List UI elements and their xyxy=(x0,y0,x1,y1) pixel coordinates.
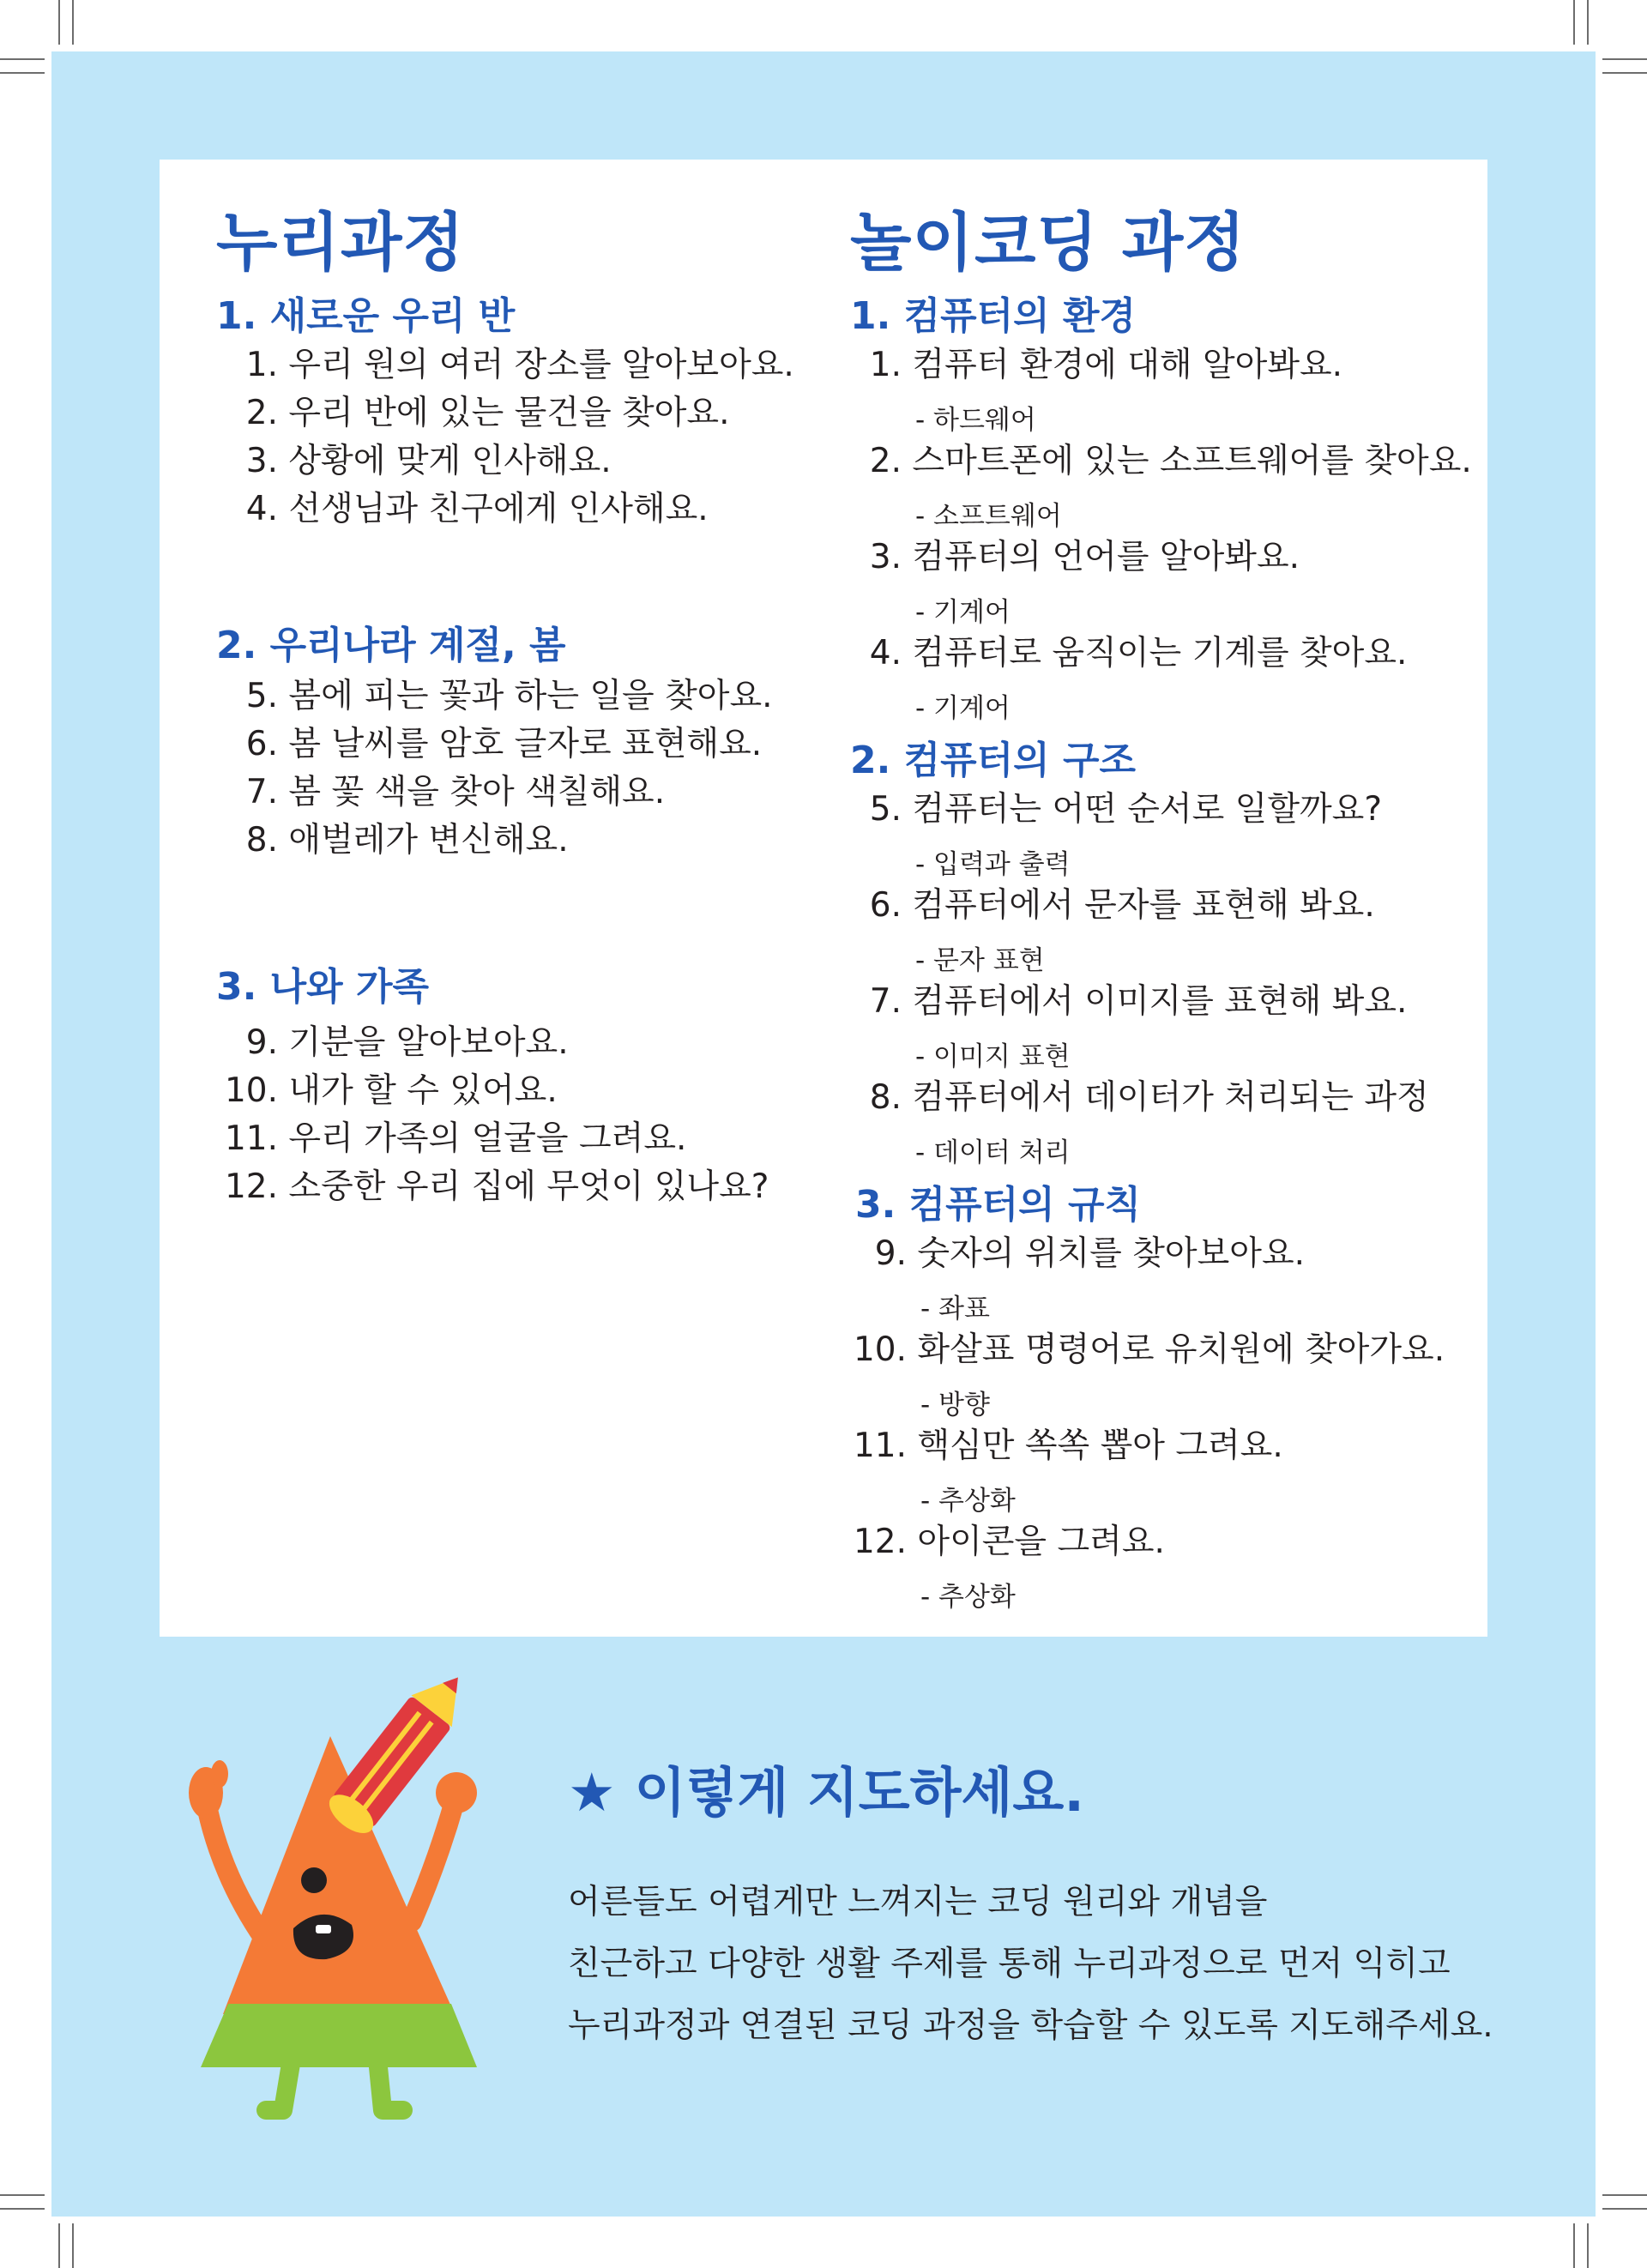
coding-item-sub: - 입력과 출력 xyxy=(915,849,1071,880)
nuri-item: 11. 우리 가족의 얼굴을 그려요. xyxy=(224,1119,687,1158)
coding-item-sub: - 이미지 표현 xyxy=(915,1041,1071,1072)
coding-item: 4. 컴퓨터로 움직이는 기계를 찾아요. xyxy=(869,634,1408,673)
guide-line: 어른들도 어렵게만 느껴지는 코딩 원리와 개념을 xyxy=(568,1883,1268,1921)
nuri-item: 9. 기분을 알아보아요. xyxy=(245,1023,569,1062)
coding-item-sub: - 소프트웨어 xyxy=(915,501,1062,532)
coding-item-sub: - 추상화 xyxy=(920,1582,1016,1613)
coding-item: 5. 컴퓨터는 어떤 순서로 일할까요? xyxy=(869,790,1383,829)
coding-item: 9. 숫자의 위치를 찾아보아요. xyxy=(874,1234,1306,1273)
nuri-item: 10. 내가 할 수 있어요. xyxy=(224,1071,558,1110)
coding-item: 10. 화살표 명령어로 유치원에 찾아가요. xyxy=(853,1330,1445,1369)
nuri-item: 8. 애벌레가 변신해요. xyxy=(245,821,569,860)
guide-line: 누리과정과 연결된 코딩 과정을 학습할 수 있도록 지도해주세요. xyxy=(568,2006,1493,2045)
nuri-item: 7. 봄 꽃 색을 찾아 색칠해요. xyxy=(245,773,666,811)
coding-item: 12. 아이콘을 그려요. xyxy=(853,1523,1165,1561)
nuri-section-2-title: 2. 우리나라 계절, 봄 xyxy=(216,624,566,667)
guide-title-text: 이렇게 지도하세요. xyxy=(634,1761,1084,1824)
coding-item-sub: - 데이터 처리 xyxy=(915,1137,1071,1168)
coding-item: 7. 컴퓨터에서 이미지를 표현해 봐요. xyxy=(869,982,1408,1021)
star-icon: ★ xyxy=(568,1761,616,1824)
guide-line: 친근하고 다양한 생활 주제를 통해 누리과정으로 먼저 익히고 xyxy=(568,1945,1451,1983)
nuri-item: 4. 선생님과 친구에게 인사해요. xyxy=(245,490,709,528)
guide-title xyxy=(568,1750,1084,1826)
coding-item: 2. 스마트폰에 있는 소프트웨어를 찾아요. xyxy=(869,442,1472,480)
coding-item-sub: - 좌표 xyxy=(920,1294,990,1324)
coding-item-sub: - 하드웨어 xyxy=(915,405,1036,436)
triangle-mascot-illustration xyxy=(172,1664,515,2127)
coding-item: 8. 컴퓨터에서 데이터가 처리되는 과정 xyxy=(869,1078,1429,1117)
curriculum-card xyxy=(160,160,1487,1637)
nuri-title: 누리과정 xyxy=(216,206,465,280)
nuri-item: 5. 봄에 피는 꽃과 하는 일을 찾아요. xyxy=(245,677,773,715)
coding-item: 11. 핵심만 쏙쏙 뽑아 그려요. xyxy=(853,1427,1283,1465)
coding-section-3-title: 3. 컴퓨터의 규칙 xyxy=(855,1183,1141,1227)
nuri-item: 1. 우리 원의 여러 장소를 알아보아요. xyxy=(245,346,794,384)
coding-title: 놀이코딩 과정 xyxy=(850,206,1246,280)
coding-section-1-title: 1. 컴퓨터의 환경 xyxy=(850,294,1136,338)
coding-item-sub: - 기계어 xyxy=(915,597,1011,628)
nuri-item: 3. 상황에 맞게 인사해요. xyxy=(245,442,612,480)
coding-item-sub: - 기계어 xyxy=(915,693,1011,724)
coding-item: 6. 컴퓨터에서 문자를 표현해 봐요. xyxy=(869,886,1375,925)
coding-item-sub: - 문자 표현 xyxy=(915,945,1045,976)
coding-section-2-title: 2. 컴퓨터의 구조 xyxy=(850,739,1136,782)
nuri-section-1-title: 1. 새로운 우리 반 xyxy=(216,294,516,338)
coding-item: 1. 컴퓨터 환경에 대해 알아봐요. xyxy=(869,346,1343,384)
coding-item: 3. 컴퓨터의 언어를 알아봐요. xyxy=(869,538,1300,576)
nuri-item: 12. 소중한 우리 집에 무엇이 있나요? xyxy=(224,1167,769,1206)
nuri-item: 6. 봄 날씨를 암호 글자로 표현해요. xyxy=(245,725,763,763)
nuri-item: 2. 우리 반에 있는 물건을 찾아요. xyxy=(245,394,730,432)
coding-item-sub: - 추상화 xyxy=(920,1486,1016,1517)
nuri-section-3-title: 3. 나와 가족 xyxy=(216,965,429,1009)
coding-item-sub: - 방향 xyxy=(920,1390,990,1421)
